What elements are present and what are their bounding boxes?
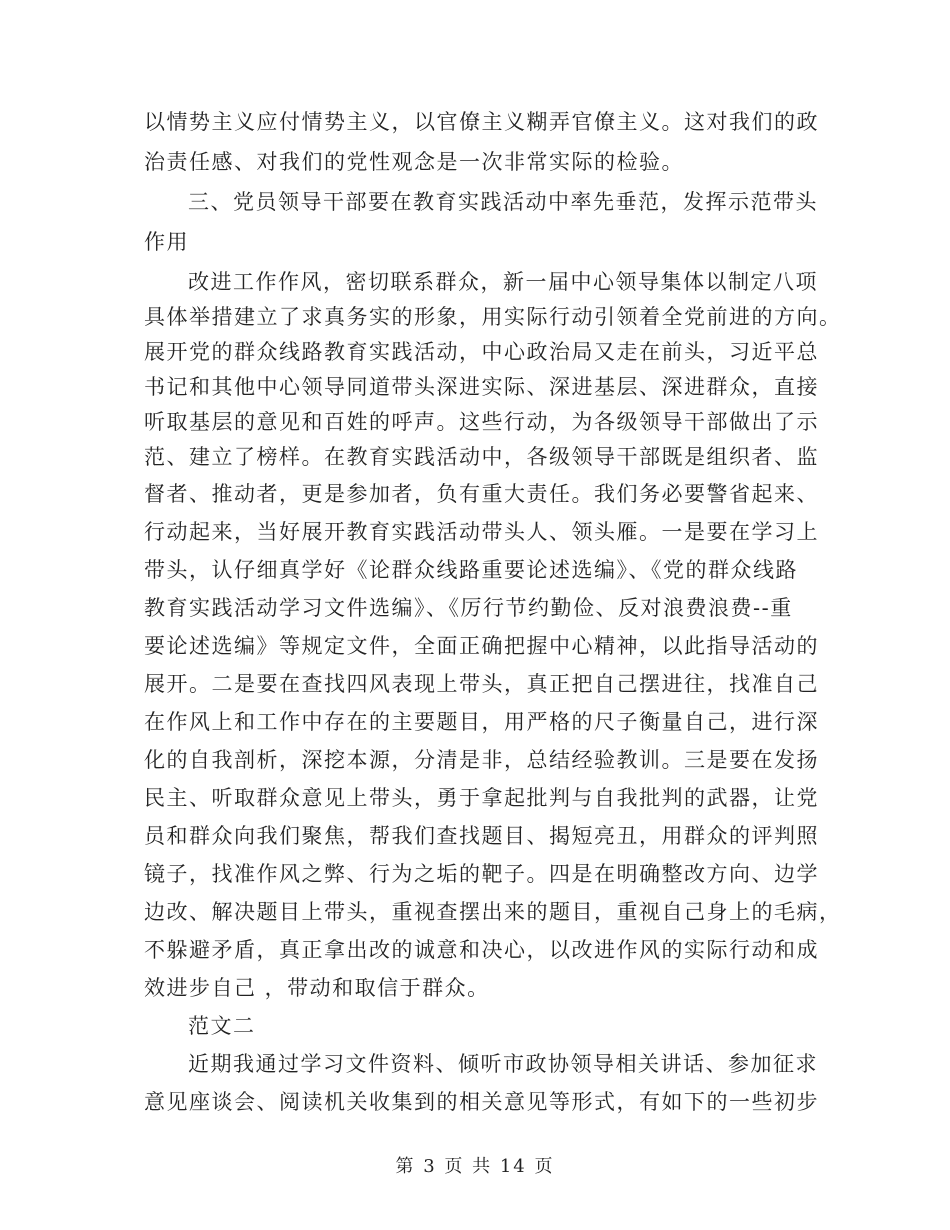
text-line: 改进工作作风，密切联系群众，新一届中心领导集体以制定八项 [188,270,818,294]
text-line: 听取基层的意见和百姓的呼声。这些行动，为各级领导干部做出了示 [144,410,819,434]
section-heading: 范文二 [188,1014,256,1038]
text-line: 带头，认仔细真学好《论群众线路重要论述选编》、《党的群众线路 [144,558,798,582]
section-heading: 三、党员领导干部要在教育实践活动中率先垂范，发挥示范带头 [188,190,818,214]
text-line: 督者、推动者，更是参加者，负有重大责任。我们务必要警省起来、 [144,482,819,506]
text-line: 行动起来，当好展开教育实践活动带头人、领头雁。一是要在学习上 [144,520,819,544]
text-line: 以情势主义应付情势主义，以官僚主义糊弄官僚主义。这对我们的政 [144,110,819,134]
text-line: 展开。二是要在查找四风表现上带头，真正把自己摆进往，找准自己 [144,672,819,696]
text-line: 化的自我剖析，深挖本源，分清是非，总结经验教训。三是要在发扬 [144,748,819,772]
text-line: 镜子，找准作风之弊、行为之垢的靶子。四是在明确整改方向、边学 [144,862,819,886]
page-number-footer: 第 3 页 共 14 页 [395,1156,555,1177]
text-line: 治责任感、对我们的党性观念是一次非常实际的检验。 [144,150,684,174]
text-line: 不躲避矛盾，真正拿出改的诚意和决心，以改进作风的实际行动和成 [144,938,819,962]
text-line: 员和群众向我们聚焦，帮我们查找题目、揭短亮丑，用群众的评判照 [144,824,819,848]
text-line: 具体举措建立了求真务实的形象，用实际行动引领着全党前进的方向。 [144,305,842,329]
text-line: 在作风上和工作中存在的主要题目，用严格的尺子衡量自己，进行深 [144,710,819,734]
section-heading: 作用 [144,230,189,254]
text-line: 展开党的群众线路教育实践活动，中心政治局又走在前头，习近平总 [144,340,819,364]
text-line: 民主、听取群众意见上带头，勇于拿起批判与自我批判的武器，让党 [144,786,819,810]
text-line: 效进步自己 ，带动和取信于群众。 [144,976,490,1000]
text-line: 范、建立了榜样。在教育实践活动中，各级领导干部既是组织者、监 [144,445,819,469]
text-line: 近期我通过学习文件资料、倾听市政协领导相关讲话、参加征求 [188,1052,818,1076]
text-line: 要论述选编》等规定文件，全面正确把握中心精神，以此指导活动的 [144,634,819,658]
text-line: 边改、解决题目上带头，重视查摆出来的题目，重视自己身上的毛病， [144,900,842,924]
text-line: 教育实践活动学习文件选编》、《厉行节约勤俭、反对浪费浪费--重 [144,596,793,620]
text-line: 意见座谈会、阅读机关收集到的相关意见等形式，有如下的一些初步 [144,1090,819,1114]
text-line: 书记和其他中心领导同道带头深进实际、深进基层、深进群众，直接 [144,375,819,399]
